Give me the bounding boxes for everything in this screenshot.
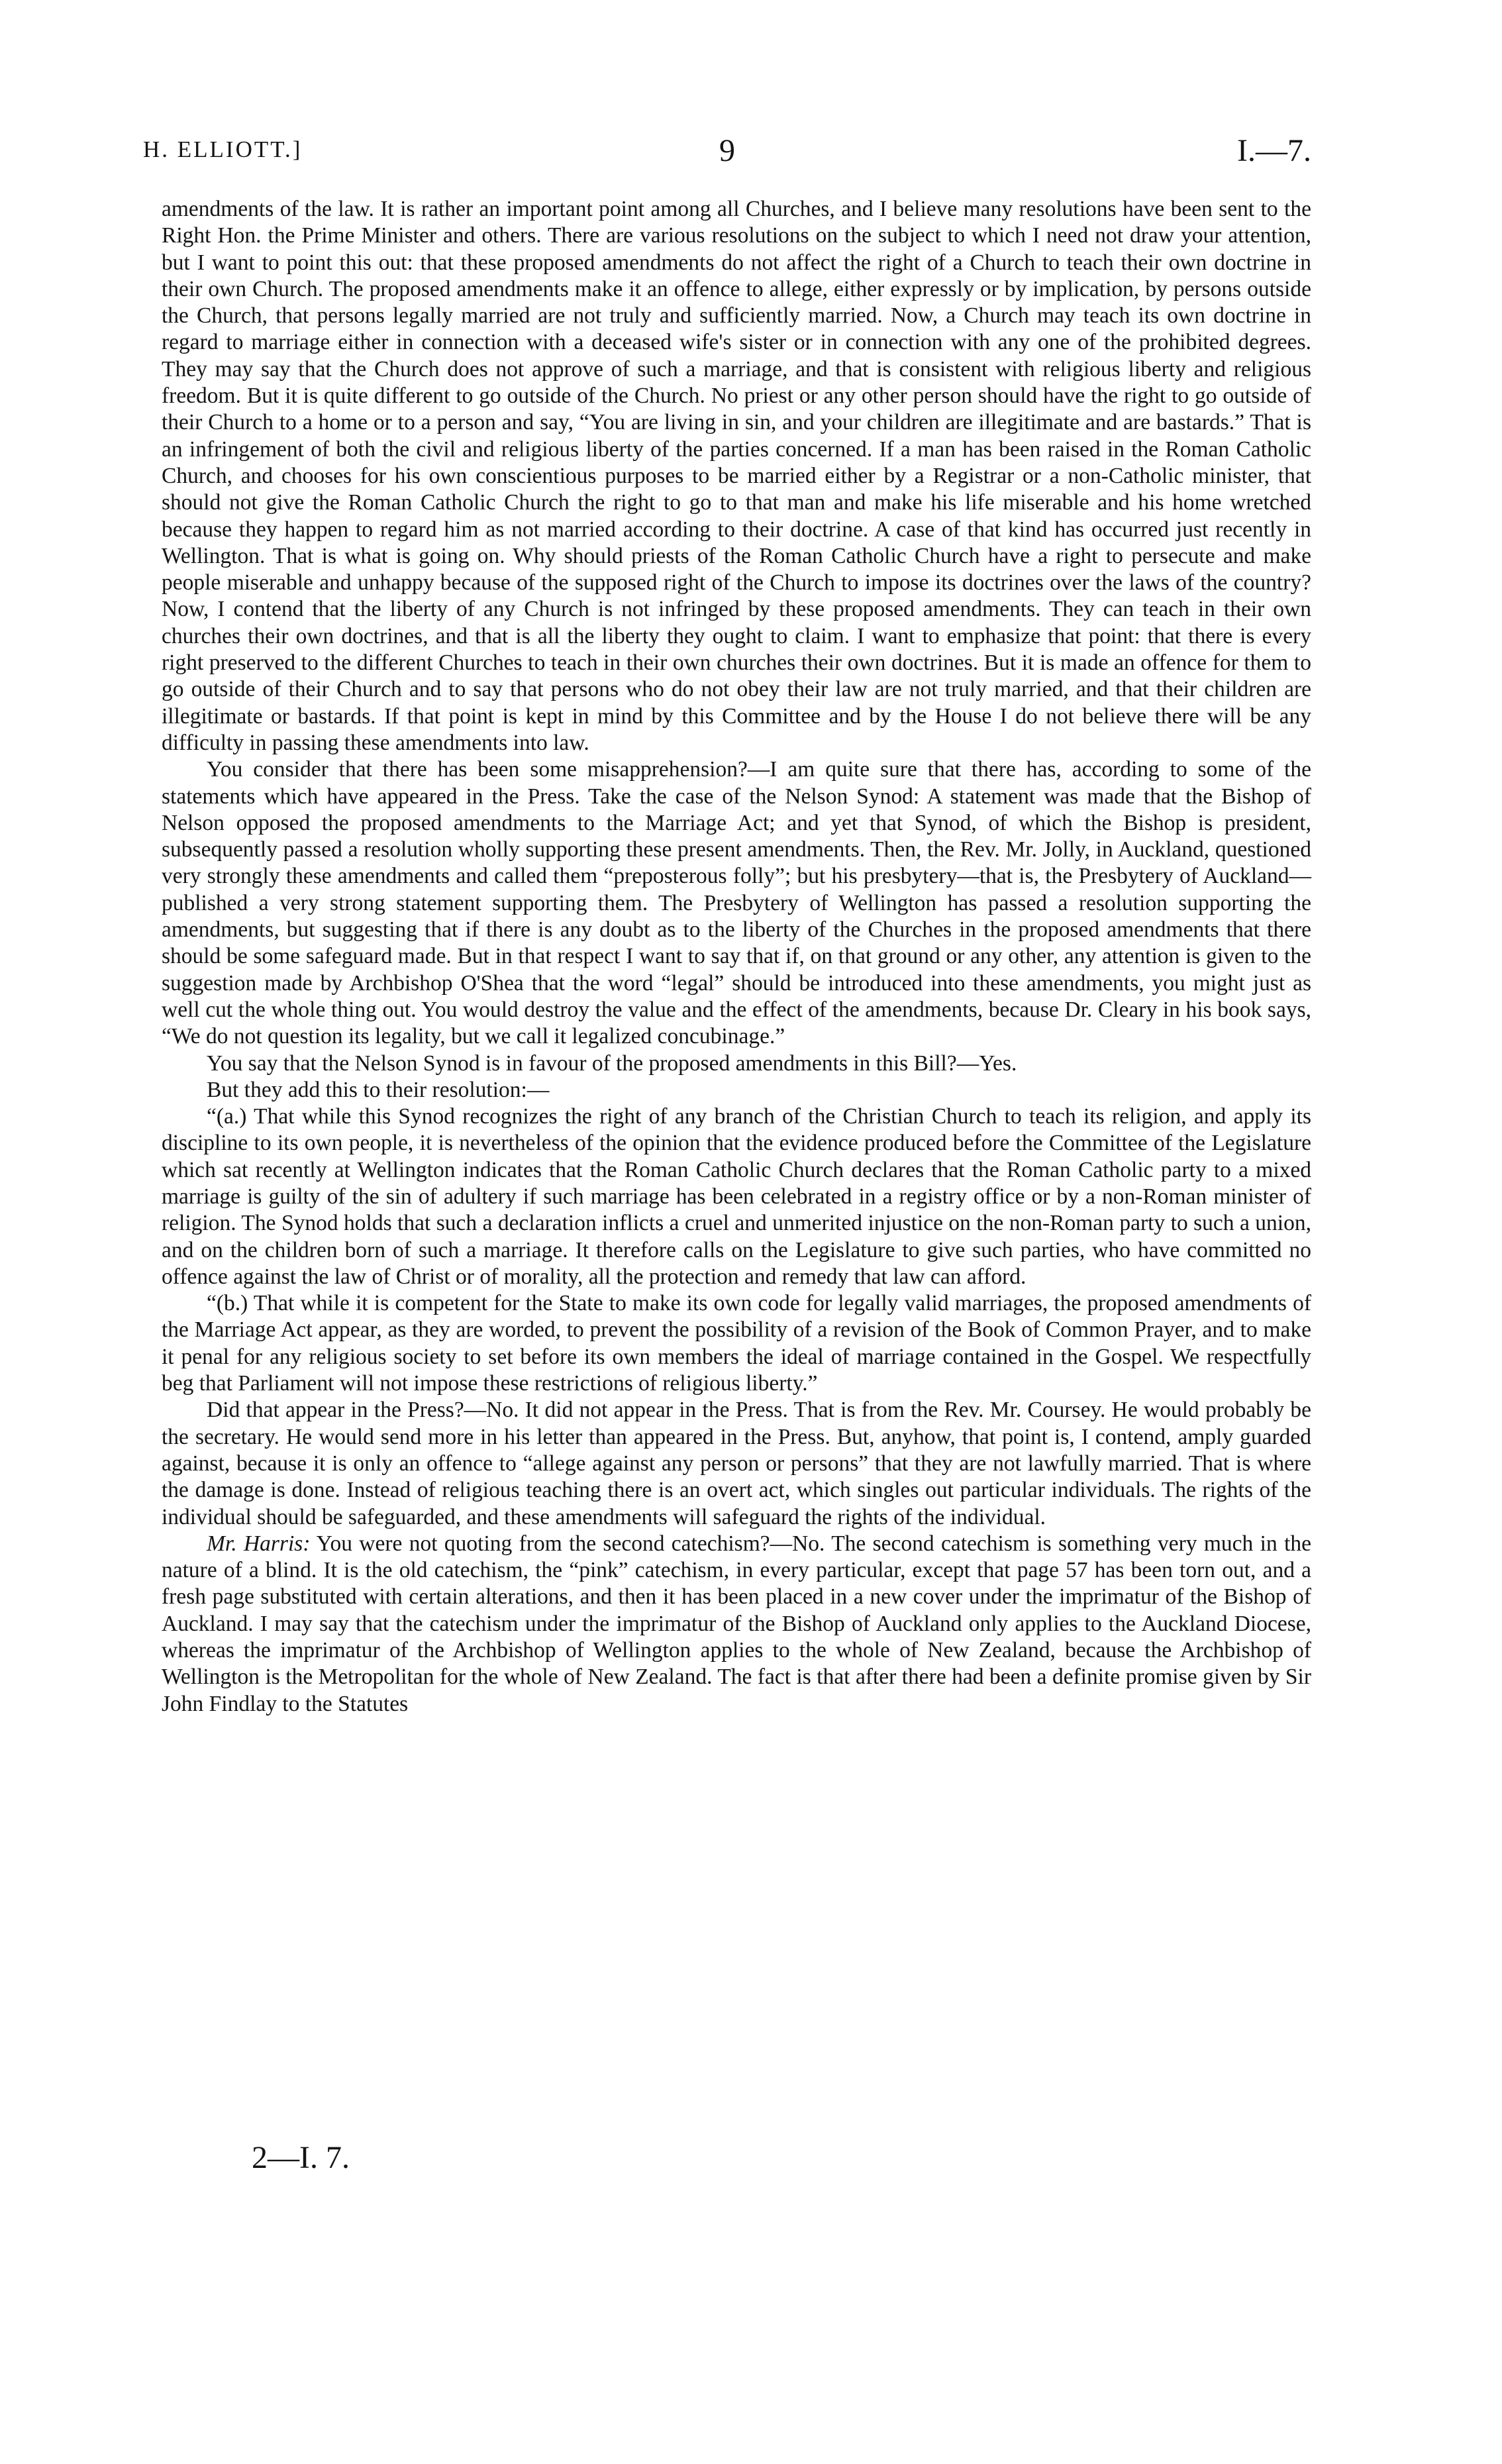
paragraph-4: But they add this to their resolution:— <box>207 1077 550 1102</box>
resolution-b: “(b.) That while it is competent for the State to make its own code for legally valid marriages, the proposed amendments of the Marriage Act appear, as they are worded, to prevent the possibility of a revision of the Book of Common Prayer, and to make it penal for any religious society to set before its own members the ideal of marriage contained in the Gospel. We respectfully beg that Parliament will not impose these restrictions of religious liberty.” <box>162 1291 1311 1396</box>
body-text <box>162 196 1311 1718</box>
header-speaker: H. ELLIOTT.] <box>143 136 303 162</box>
paragraph-8-text: You were not quoting from the second catechism?—No. The second catechism is something very much in the nature of a blind. It is the old catechism, the “pink” catechism, in every particular, except that page 57 has been torn out, and a fresh page substituted with certain alterations, and then it has been placed in a new cover under the imprimatur of the Bishop of Auckland. I may say that the catechism under the imprimatur of the Bishop of Auckland only applies to the Auckland Diocese, whereas the imprimatur of the Archbishop of Wellington applies to the whole of New Zealand, because the Archbishop of Wellington is the Metropolitan for the whole of New Zealand. The fact is that after there had been a definite promise given by Sir John Findlay to the Statutes <box>162 1531 1311 1716</box>
page-number: 9 <box>719 133 735 168</box>
page-header <box>143 132 1311 172</box>
paragraph-2: You consider that there has been some misapprehension?—I am quite sure that there has, according to some of the statements which have appeared in the Press. Take the case of the Nelson Synod: A statement was made that the Bishop of Nelson opposed the proposed amendments to the Marriage Act; and yet that Synod, of which the Bishop is president, subsequently passed a resolution wholly supporting these present amendments. Then, the Rev. Mr. Jolly, in Auckland, questioned very strongly these amendments and called them “preposterous folly”; but his presbytery—that is, the Presbytery of Auckland—published a very strong statement supporting them. The Presbytery of Wellington has passed a resolution supporting the amendments, but suggesting that if there is any doubt as to the liberty of the Churches in the proposed amendments that there should be some safeguard made. But in that respect I want to say that if, on that ground or any other, any attention is given to the suggestion made by Archbishop O'Shea that the word “legal” should be introduced into these amendments, you might just as well cut the whole thing out. You would destroy the value and the effect of the amendments, because Dr. Cleary in his book says, “We do not question its legality, but we call it legalized concubinage.” <box>162 757 1311 1049</box>
speaker-name: Mr. Harris: <box>207 1531 311 1556</box>
paragraph-1: amendments of the law. It is rather an important point among all Churches, and I believe many resolutions have been sent to the Right Hon. the Prime Minister and others. There are various resolutions on the subject to which I need not draw your attention, but I want to point this out: that these proposed amendments do not affect the right of a Church to teach their own doctrine in their own Church. The proposed amendments make it an offence to allege, either expressly or by implication, by persons outside the Church, that persons legally married are not truly and sufficiently married. Now, a Church may teach its own doctrine in regard to marriage either in connection with a deceased wife's sister or in connection with any one of the prohibited degrees. They may say that the Church does not approve of such a marriage, and that is consistent with religious liberty and religious freedom. But it is quite different to go outside of the Church. No priest or any other person should have the right to go outside of their Church to a home or to a person and say, “You are living in sin, and your children are illegitimate and are bastards.” That is an infringement of both the civil and religious liberty of the parties concerned. If a man has been raised in the Roman Catholic Church, and chooses for his own conscientious purposes to be married either by a Registrar or a non-Catholic minister, that should not give the Roman Catholic Church the right to go to that man and make his life miserable and his home wretched because they happen to regard him as not married according to their doctrine. A case of that kind has occurred just recently in Wellington. That is what is going on. Why should priests of the Roman Catholic Church have a right to persecute and make people miserable and unhappy because of the supposed right of the Church to impose its doctrines over the laws of the country? Now, I contend that the liberty of any Church is not infringed by these proposed amendments. They can teach in their own churches their own doctrines, and that is all the liberty they ought to claim. I want to emphasize that point: that there is every right preserved to the different Churches to teach in their own churches their own doctrines. But it is made an offence for them to go outside of their Church and to say that persons who do not obey their law are not truly married, and that their children are illegitimate or bastards. If that point is kept in mind by this Committee and by the House I do not believe there will be any difficulty in passing these amendments into law. <box>162 197 1311 755</box>
paragraph-3: You say that the Nelson Synod is in favour of the proposed amendments in this Bill?—Yes. <box>207 1051 1017 1076</box>
resolution-a: “(a.) That while this Synod recognizes the right of any branch of the Christian Church to teach its religion, and apply its discipline to its own people, it is nevertheless of the opinion that the evidence produced before the Committee of the Legislature which sat recently at Wellington indicates that the Roman Catholic Church declares that the Roman Catholic party to a mixed marriage is guilty of the sin of adultery if such marriage has been celebrated in a registry office or by a non-Roman minister of religion. The Synod holds that such a declaration inflicts a cruel and unmerited injustice on the non-Roman party to such a union, and on the children born of such a marriage. It therefore calls on the Legislature to give such parties, who have committed no offence against the law of Christ or of morality, all the protection and remedy that law can afford. <box>162 1104 1311 1289</box>
signature-mark: 2—I. 7. <box>252 2140 350 2175</box>
paper-reference: I.—7. <box>1237 133 1311 168</box>
paragraph-7: Did that appear in the Press?—No. It did not appear in the Press. That is from the Rev. Mr. Coursey. He would probably be the secretary. He would send more in his letter than appeared in the Press. But, anyhow, that point is, I contend, amply guarded against, because it is only an offence to “allege against any person or persons” that they are not lawfully married. That is where the damage is done. Instead of religious teaching there is an overt act, which singles out particular individuals. The rights of the individual should be safeguarded, and these amendments will safeguard the rights of the individual. <box>162 1398 1311 1529</box>
paragraph-8 <box>162 1531 1311 1718</box>
